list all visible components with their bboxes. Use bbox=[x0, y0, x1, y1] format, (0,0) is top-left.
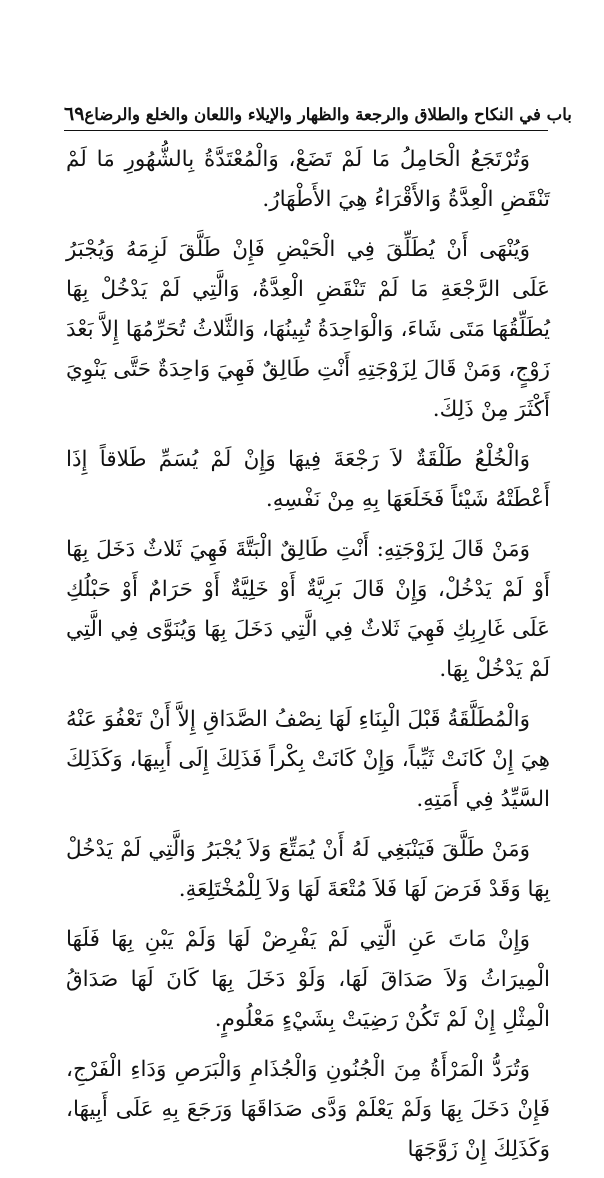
paragraph-8: وَتُرَدُّ الْمَرْأَةُ مِنَ الْجُنُونِ وَالْجُذَامِ وَالْبَرَصِ وَدَاءِ الْفَرْجِ، فَإِنْ دَخَلَ بِهَا وَلَمْ يَعْلَمْ وَدَّى صَدَاقَهَا وَرَجَعَ بِهِ عَلَى أَبِيهَا، وَكَذَلِكَ إِنْ زَوَّجَهَا bbox=[66, 1057, 550, 1162]
paragraph-3: وَالْخُلْعُ طَلْقَةٌ لاَ رَجْعَةَ فِيهَا وَإِنْ لَمْ يُسَمِّ طَلاقاً إِذَا أَعْطَتْهُ شَيْئاً فَخَلَعَهَا بِهِ مِنْ نَفْسِهِ. bbox=[66, 447, 550, 512]
paragraph-2: وَيُنْهَى أَنْ يُطَلِّقَ فِي الْحَيْضِ فَإِنْ طَلَّقَ لَزِمَهُ وَيُجْبَرُ عَلَى الرَّجْعَةِ مَا لَمْ تَنْقَضِ الْعِدَّةُ، وَالَّتِي لَمْ يَدْخُلْ بِهَا يُطَلِّقُهَا مَتَى شَاءَ، وَالْوَاحِدَةُ تُبِينُهَا، وَالثَّلاثُ تُحَرِّمُهَا إِلاَّ بَعْدَ زَوْجٍ، وَمَنْ قَالَ لِزَوْجَتِهِ أَنْتِ طَالِقٌ فَهِيَ وَاحِدَةٌ حَتَّى يَنْوِيَ أَكْثَرَ مِنْ ذَلِكَ. bbox=[66, 237, 550, 422]
body-text bbox=[66, 140, 550, 1178]
running-title: باب في النكاح والطلاق والرجعة والظهار والإيلاء واللعان والخلع والرضاع bbox=[84, 104, 572, 124]
paragraph-7: وَإِنْ مَاتَ عَنِ الَّتِي لَمْ يَفْرِضْ لَهَا وَلَمْ يَبْنِ بِهَا فَلَهَا الْمِيرَاثُ وَلاَ صَدَاقَ لَهَا، وَلَوْ دَخَلَ بِهَا كَانَ لَهَا صَدَاقُ الْمِثْلِ إِنْ لَمْ تَكُنْ رَضِيَتْ بِشَيْءٍ مَعْلُومٍ. bbox=[66, 927, 550, 1032]
paragraph-6: وَمَنْ طَلَّقَ فَيَنْبَغِي لَهُ أَنْ يُمَتِّعَ وَلاَ يُجْبَرُ وَالَّتِي لَمْ يَدْخُلْ بِهَا وَقَدْ فَرَضَ لَهَا فَلاَ مُتْعَةَ لَهَا وَلاَ لِلْمُخْتَلِعَةِ. bbox=[66, 837, 550, 902]
page-number: ٦٩ bbox=[64, 103, 85, 125]
page-header bbox=[64, 98, 572, 131]
paragraph-5: وَالْمُطَلَّقَةُ قَبْلَ الْبِنَاءِ لَهَا نِصْفُ الصَّدَاقِ إِلاَّ أَنْ تَعْفُوَ عَنْهُ هِيَ إِنْ كَانَتْ ثَيِّباً، وَإِنْ كَانَتْ بِكْراً فَذَلِكَ إِلَى أَبِيهَا، وَكَذَلِكَ السَّيِّدُ فِي أَمَتِهِ. bbox=[66, 707, 550, 812]
paragraph-1: وَتُرْتَجَعُ الْحَامِلُ مَا لَمْ تَضَعْ، وَالْمُعْتَدَّةُ بِالشُّهُورِ مَا لَمْ تَنْقَضِ الْعِدَّةُ وَالأَقْرَاءُ هِيَ الأَطْهَارُ. bbox=[66, 147, 550, 212]
paragraph-4: وَمَنْ قَالَ لِزَوْجَتِهِ: أَنْتِ طَالِقٌ الْبَتَّةَ فَهِيَ ثَلاثٌ دَخَلَ بِهَا أَوْ لَمْ يَدْخُلْ، وَإِنْ قَالَ بَرِيَّةٌ أَوْ خَلِيَّةٌ أَوْ حَرَامٌ أَوْ حَبْلُكِ عَلَى غَارِبِكِ فَهِيَ ثَلاثٌ فِي الَّتِي دَخَلَ بِهَا وَيُنَوَّى فِي الَّتِي لَمْ يَدْخُلْ بِهَا. bbox=[66, 537, 550, 682]
